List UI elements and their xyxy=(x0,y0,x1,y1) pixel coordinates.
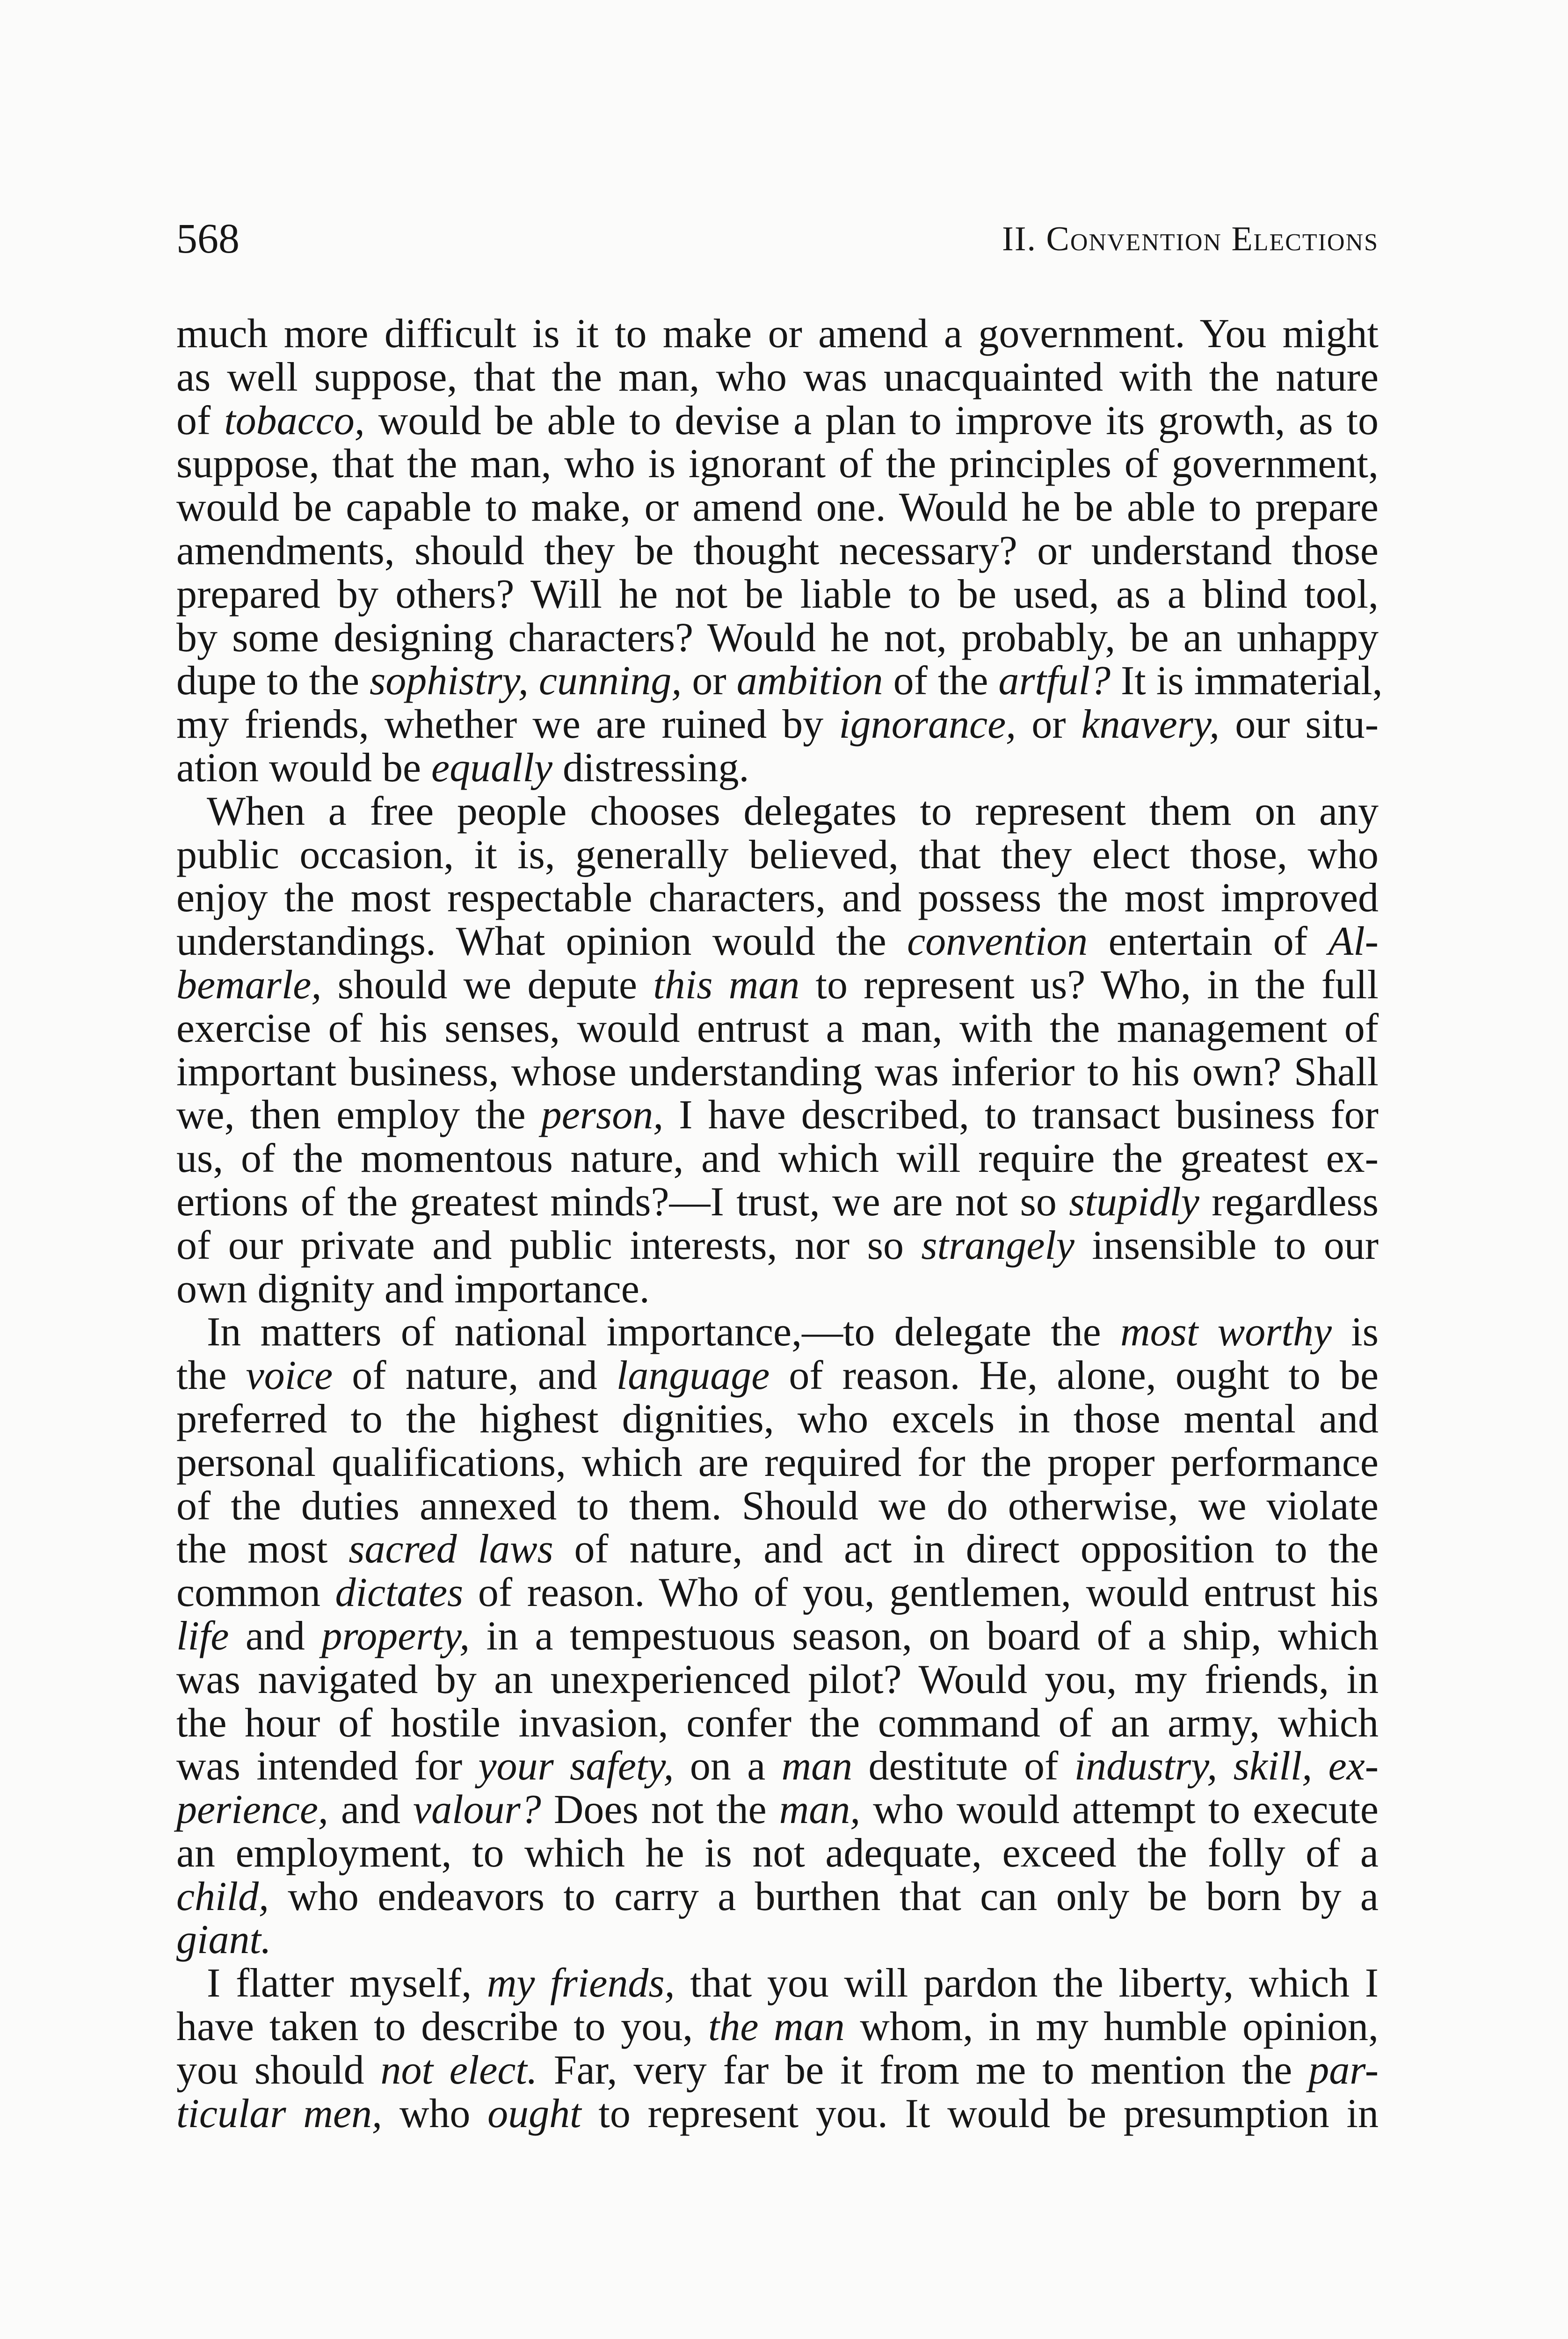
italic-text: giant. xyxy=(176,1917,271,1963)
text-line xyxy=(176,1311,1379,1354)
text-segment: would be able to devise a plan to improve its growth, as to xyxy=(364,398,1379,443)
italic-text: this man xyxy=(653,962,800,1008)
italic-text: bemarle, xyxy=(176,962,322,1008)
text-segment: distressing. xyxy=(552,745,749,791)
text-line xyxy=(176,530,1379,573)
text-segment: to represent us? Who, in the full xyxy=(799,962,1379,1008)
text-segment: public occasion, it is, generally believed, that they elect those, who xyxy=(176,832,1379,878)
text-line xyxy=(176,1745,1379,1788)
text-segment: ertions of the greatest minds?—I trust, we are not so xyxy=(176,1179,1069,1225)
text-segment: is xyxy=(1332,1309,1379,1355)
italic-text: valour? xyxy=(413,1787,541,1833)
italic-text: person, xyxy=(541,1092,664,1138)
text-segment: Far, very far be it from me to mention the xyxy=(537,2047,1309,2093)
italic-text: the man xyxy=(708,2004,845,2050)
text-segment: the most xyxy=(176,1526,349,1572)
text-line xyxy=(176,1051,1379,1094)
text-segment: by some designing characters? Would he not, probably, be an unhappy xyxy=(176,615,1379,661)
text-line xyxy=(176,1398,1379,1441)
text-segment: whom, in my humble opinion, xyxy=(844,2004,1379,2050)
text-line xyxy=(176,1875,1379,1919)
italic-text: property, xyxy=(321,1613,470,1659)
text-line xyxy=(176,1137,1379,1181)
text-line xyxy=(176,964,1379,1007)
italic-text: strangely xyxy=(921,1222,1074,1268)
text-segment: personal qualifications, which are required for the proper performance xyxy=(176,1439,1379,1485)
text-segment: of nature, and xyxy=(333,1353,617,1399)
text-line xyxy=(176,1485,1379,1528)
text-segment: have taken to describe to you, xyxy=(176,2004,708,2050)
italic-text: sophistry, cunning, xyxy=(370,658,682,704)
text-segment: the xyxy=(176,1353,246,1399)
page-number: 568 xyxy=(176,216,240,262)
text-line xyxy=(176,1702,1379,1745)
text-line xyxy=(176,356,1379,400)
body-text xyxy=(176,311,1383,2136)
text-segment: or xyxy=(682,658,737,704)
italic-text: man, xyxy=(779,1787,861,1833)
text-segment: who would attempt to execute xyxy=(860,1787,1379,1833)
text-segment: insensible to our xyxy=(1074,1222,1379,1268)
text-segment: common xyxy=(176,1570,335,1616)
text-segment: regardless xyxy=(1199,1179,1379,1225)
text-segment: I flatter myself, xyxy=(207,1961,487,2006)
italic-text: voice xyxy=(246,1353,333,1399)
text-line xyxy=(176,658,1383,704)
text-segment: who xyxy=(382,2091,488,2136)
text-segment: of reason. Who of you, gentlemen, would entrust his xyxy=(463,1570,1379,1616)
text-segment: that you will pardon the liberty, which I xyxy=(675,1961,1379,2006)
text-line xyxy=(176,790,1379,834)
text-segment: the hour of hostile invasion, confer the command of an army, which xyxy=(176,1700,1379,1746)
text-segment: Does not the xyxy=(541,1787,779,1833)
text-line xyxy=(176,617,1379,660)
text-line xyxy=(176,877,1379,920)
text-segment: important business, whose understanding was inferior to his own? Shall xyxy=(176,1049,1379,1095)
text-segment: was navigated by an unexperienced pilot? Would you, my friends, in xyxy=(176,1656,1379,1702)
text-line xyxy=(176,1832,1379,1875)
running-head: II. Convention Elections xyxy=(1002,220,1379,258)
italic-text: sacred laws xyxy=(348,1526,553,1572)
text-segment: of xyxy=(176,398,225,443)
text-line xyxy=(176,1354,1379,1398)
text-line xyxy=(176,312,1379,356)
text-line xyxy=(176,1224,1379,1268)
text-segment: our situ- xyxy=(1220,702,1379,748)
text-segment: we, then employ the xyxy=(176,1092,541,1138)
text-line xyxy=(176,703,1379,747)
page-header xyxy=(176,213,1379,269)
text-segment: prepared by others? Will he not be liable to be used, as a blind tool, xyxy=(176,571,1379,617)
text-line xyxy=(176,1268,1379,1311)
text-segment: us, of the momentous nature, and which will require the greatest ex- xyxy=(176,1136,1379,1182)
text-line xyxy=(176,2005,1379,2049)
text-line xyxy=(176,1658,1379,1702)
text-line xyxy=(176,1788,1379,1832)
text-segment: of the duties annexed to them. Should we do otherwise, we violate xyxy=(176,1483,1379,1529)
text-segment: on a xyxy=(674,1743,782,1789)
text-line xyxy=(176,400,1379,443)
text-segment: In matters of national importance,—to delegate the xyxy=(207,1309,1121,1355)
text-segment: own dignity and importance. xyxy=(176,1266,650,1312)
italic-text: stupidly xyxy=(1069,1179,1199,1225)
text-segment: of nature, and act in direct opposition to the xyxy=(553,1526,1379,1572)
text-segment: much more difficult is it to make or amend a government. You might xyxy=(176,311,1379,356)
italic-text: equally xyxy=(431,745,553,791)
text-line xyxy=(176,486,1379,530)
text-line xyxy=(176,443,1379,486)
italic-text: child, xyxy=(176,1874,269,1919)
italic-text: Al- xyxy=(1328,919,1379,965)
text-segment: and xyxy=(328,1787,414,1833)
text-segment: amendments, should they be thought necessary? or understand those xyxy=(176,528,1379,574)
text-line xyxy=(176,2049,1379,2092)
italic-text: ambition xyxy=(736,658,883,704)
text-segment: as well suppose, that the man, who was unacquainted with the nature xyxy=(176,354,1379,400)
italic-text: ignorance, xyxy=(839,702,1016,748)
italic-text: language xyxy=(616,1353,770,1399)
text-line xyxy=(176,920,1379,964)
text-segment: in a tempestuous season, on board of a ship, which xyxy=(470,1613,1379,1659)
italic-text: man xyxy=(781,1743,853,1789)
text-line xyxy=(176,834,1379,877)
text-segment: of reason. He, alone, ought to be xyxy=(769,1353,1379,1399)
text-line xyxy=(176,1007,1379,1051)
text-segment: you should xyxy=(176,2047,381,2093)
text-segment: my friends, whether we are ruined by xyxy=(176,702,839,748)
text-line xyxy=(176,1441,1379,1485)
text-segment: When a free people chooses delegates to represent them on any xyxy=(207,788,1379,834)
text-segment: I have described, to transact business for xyxy=(663,1092,1379,1138)
text-line xyxy=(176,1918,1379,1962)
text-segment: and xyxy=(229,1613,322,1659)
text-line xyxy=(176,1181,1379,1224)
text-segment: It is immaterial, xyxy=(1111,658,1383,704)
text-segment: of the xyxy=(883,658,999,704)
text-segment: understandings. What opinion would the xyxy=(176,919,907,965)
italic-text: par- xyxy=(1308,2047,1379,2093)
text-line xyxy=(176,1571,1379,1615)
text-segment: an employment, to which he is not adequate, exceed the folly of a xyxy=(176,1830,1379,1876)
text-segment: entertain of xyxy=(1088,919,1328,965)
text-segment: ation would be xyxy=(176,745,432,791)
text-segment: suppose, that the man, who is ignorant of the principles of government, xyxy=(176,441,1379,487)
italic-text: not elect. xyxy=(380,2047,537,2093)
text-segment: was intended for xyxy=(176,1743,479,1789)
italic-text: tobacco, xyxy=(224,398,365,443)
text-segment: destitute of xyxy=(852,1743,1074,1789)
text-segment: or xyxy=(1016,702,1082,748)
text-segment: to represent you. It would be presumption in xyxy=(581,2091,1379,2136)
italic-text: dictates xyxy=(335,1570,464,1616)
italic-text: convention xyxy=(907,919,1088,965)
italic-text: my friends, xyxy=(486,1961,675,2006)
italic-text: knavery, xyxy=(1081,702,1220,748)
text-segment: enjoy the most respectable characters, and possess the most improved xyxy=(176,875,1379,921)
italic-text: ought xyxy=(487,2091,581,2136)
text-segment: dupe to the xyxy=(176,658,370,704)
text-line xyxy=(176,573,1379,617)
text-line xyxy=(176,1528,1379,1571)
italic-text: most worthy xyxy=(1120,1309,1332,1355)
text-segment: would be capable to make, or amend one. Would he be able to prepare xyxy=(176,485,1379,530)
italic-text: perience, xyxy=(176,1787,328,1833)
text-segment: exercise of his senses, would entrust a man, with the management of xyxy=(176,1005,1379,1051)
italic-text: your safety, xyxy=(478,1743,674,1789)
text-segment: who endeavors to carry a burthen that can only be born by a xyxy=(269,1874,1379,1919)
italic-text: ticular men, xyxy=(176,2091,383,2136)
text-segment: of our private and public interests, nor so xyxy=(176,1222,922,1268)
text-segment: should we depute xyxy=(321,962,653,1008)
text-line xyxy=(176,1615,1379,1658)
italic-text: industry, skill, ex- xyxy=(1074,1743,1379,1789)
italic-text: life xyxy=(176,1613,229,1659)
italic-text: artful? xyxy=(998,658,1111,704)
text-segment: preferred to the highest dignities, who excels in those mental and xyxy=(176,1396,1379,1442)
text-line xyxy=(176,1962,1379,2005)
text-line xyxy=(176,1094,1379,1137)
text-line xyxy=(176,747,1379,790)
text-line xyxy=(176,2092,1379,2136)
